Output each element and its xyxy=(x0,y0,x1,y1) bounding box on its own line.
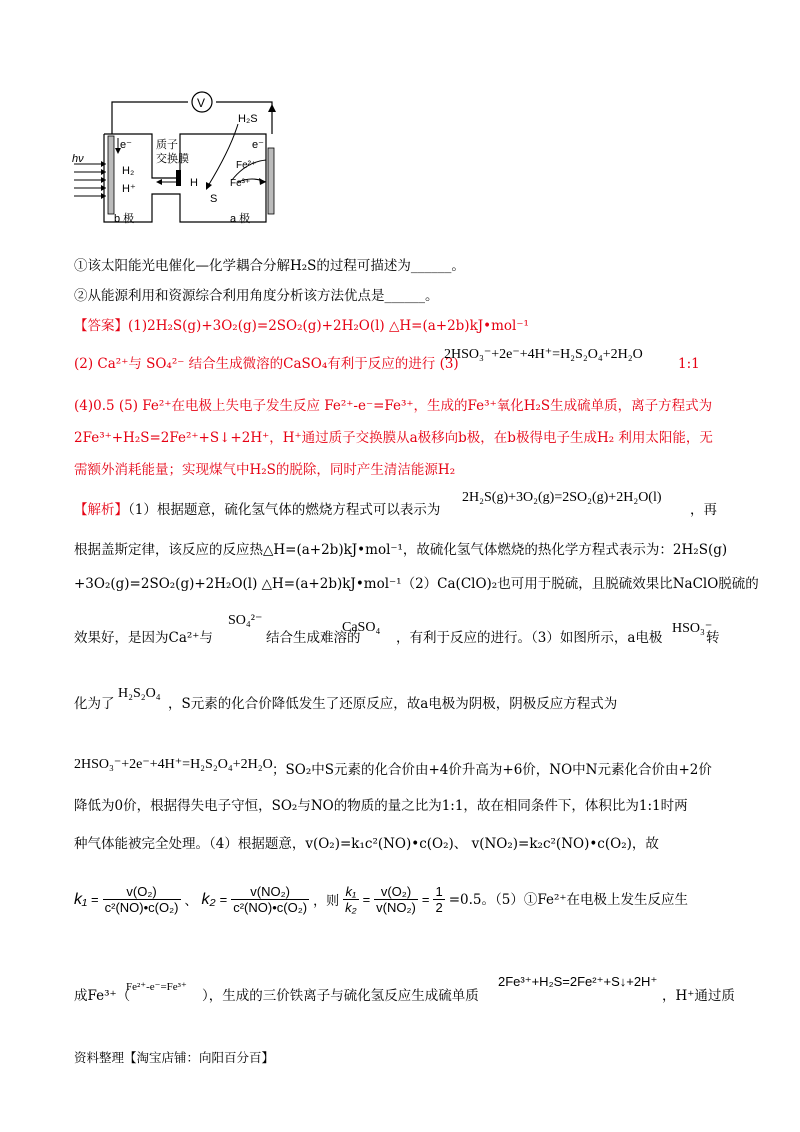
half-fraction: $\frac{1}{2}$ xyxy=(435,884,443,915)
answer-2-equation: 2HSO₃⁻+2e⁻+4H⁺=H₂S₂O₄+2H₂O xyxy=(444,347,643,362)
analysis-line-9: k₁ = $\frac{\text{v(O₂)}}{\text{c²(NO)•c(O₂)}}$ 、 k₂ = $\frac{\text{v(NO₂)}}{\text{c²(NO)•c(O₂)}}$ ，则 $\frac{\text{k₁}}{\text{k₂}}$ = $\frac{\text{v(O₂)}}{\text{v(NO₂)}}$ = $\frac{1}{2}$ =0.5。（5）①Fe²⁺在电极上发生反应生 xyxy=(74,884,688,915)
hplus-label: H⁺ xyxy=(122,183,136,195)
analysis-5-a: 化为了 xyxy=(74,696,115,712)
proton-membrane xyxy=(176,170,181,186)
analysis-4-b: 结合生成难溶的 xyxy=(266,630,361,646)
a-electrode-label: a 极 xyxy=(230,213,251,225)
footer-text: 资料整理【淘宝店铺：向阳百分百】 xyxy=(74,1050,275,1065)
v-ratio-fraction: $\frac{\text{v(O₂)}}{\text{v(NO₂)}}$ xyxy=(376,884,416,915)
then-text: ，则 xyxy=(313,894,340,909)
analysis-tag: 【解析】 xyxy=(74,502,128,518)
k1-fraction: $\frac{\text{v(O₂)}}{\text{c²(NO)•c(O₂)}}$ xyxy=(104,884,179,915)
k2-fraction: $\frac{\text{v(NO₂)}}{\text{c²(NO)•c(O₂)}}$ xyxy=(233,884,308,915)
answer-line-3: (4)0.5 (5) Fe²⁺在电极上失电子发生反应 Fe²⁺-e⁻=Fe³⁺，生成的Fe³⁺氧化H₂S生成硫单质，离子方程式为 xyxy=(74,398,713,414)
analysis-10-equation-2: 2Fe³⁺+H₂S=2Fe²⁺+S↓+2H⁺ xyxy=(498,974,658,989)
question-1: ①该太阳能光电催化—化学耦合分解H₂S的过程可描述为______。 xyxy=(74,258,465,274)
analysis-4-hso3: HSO₃⁻ xyxy=(672,621,713,636)
fe3-label: Fe³⁺ xyxy=(230,178,251,189)
electron-left-label: e⁻ xyxy=(120,139,132,151)
analysis-4-c: ，有利于反应的进行。（3）如图所示，a电极 xyxy=(396,630,663,646)
photon-label: hν xyxy=(72,153,84,165)
analysis-line-8: 种气体能被完全处理。（4）根据题意，v(O₂)=k₁c²(NO)•c(O₂)、 v(NO₂)=k₂c²(NO)•c(O₂)，故 xyxy=(74,836,659,852)
answer-line-1 xyxy=(74,316,529,336)
b-electrode xyxy=(108,136,114,214)
analysis-line-2: 根据盖斯定律，该反应的反应热△H=(a+2b)kJ•mol⁻¹，故硫化氢气体燃烧的热化学方程式表示为：2H₂S(g) xyxy=(74,542,728,558)
s-label: S xyxy=(210,193,218,205)
k1-symbol: k₁ xyxy=(74,890,88,908)
answer-1-text: (1)2H₂S(g)+3O₂(g)=2SO₂(g)+2H₂O(l) △H=(a+2b)kJ•mol⁻¹ xyxy=(128,318,529,334)
analysis-line-7: 降低为0价，根据得失电子守恒，SO₂与NO的物质的量之比为1:1，故在相同条件下，体积比为1:1时两 xyxy=(74,798,688,814)
k2-symbol: k₂ xyxy=(201,890,216,908)
answer-line-5: 需额外消耗能量；实现煤气中H₂S的脱除，同时产生清洁能源H₂ xyxy=(74,462,456,478)
answer-line-2 xyxy=(74,354,459,374)
h2-label: H₂ xyxy=(122,165,135,177)
analysis-4-a: 效果好，是因为Ca²⁺与 xyxy=(74,630,213,646)
a-electrode xyxy=(268,148,274,214)
analysis-6-b: ；SO₂中S元素的化合价由+4价升高为+6价，NO中N元素化合价由+2价 xyxy=(272,762,712,778)
analysis-4-d: 转 xyxy=(706,630,720,646)
analysis-10-b: ），生成的三价铁离子与硫化氢反应生成硫单质 xyxy=(202,988,479,1004)
analysis-10-a: 成Fe³⁺（ xyxy=(74,988,131,1004)
electron-right-label: e⁻ xyxy=(252,139,264,151)
membrane-label-1: 质子 xyxy=(156,139,178,151)
answer-line-4: 2Fe³⁺+H₂S=2Fe²⁺+S↓+2H⁺，H⁺通过质子交换膜从a极移向b极，在b极得电子生成H₂ 利用太阳能，无 xyxy=(74,430,713,446)
analysis-1-text: （1）根据题意，硫化氢气体的燃烧方程式可以表示为 xyxy=(128,502,441,518)
analysis-4-caso4: CaSO₄ xyxy=(342,620,381,635)
analysis-6-equation: 2HSO₃⁻+2e⁻+4H⁺=H₂S₂O₄+2H₂O xyxy=(74,757,273,772)
question-2: ②从能源利用和资源综合利用角度分析该方法优点是______。 xyxy=(74,288,439,304)
b-electrode-label: b 极 xyxy=(114,213,135,225)
analysis-5-b: ，S元素的化合价降低发生了还原反应，故a电极为阴极，阴极反应方程式为 xyxy=(168,696,618,712)
h-mid-label: H xyxy=(190,177,198,189)
analysis-1-end: ，再 xyxy=(690,502,717,518)
analysis-line-1 xyxy=(74,500,440,520)
analysis-5-h2s2o4: H₂S₂O₄ xyxy=(118,686,161,701)
separator: 、 xyxy=(184,893,198,908)
k-ratio-fraction: $\frac{\text{k₁}}{\text{k₂}}$ xyxy=(345,884,357,915)
fe2-label: Fe²⁺ xyxy=(236,160,257,171)
voltmeter-label: V xyxy=(197,96,206,110)
answer-2-ratio: 1:1 xyxy=(678,356,700,372)
analysis-10-equation: Fe²⁺-e⁻=Fe³⁺ xyxy=(126,981,187,993)
electrolysis-diagram xyxy=(70,90,290,230)
membrane-label-2: 交换膜 xyxy=(156,153,189,165)
analysis-9-end: =0.5。（5）①Fe²⁺在电极上发生反应生 xyxy=(448,891,688,908)
analysis-1-equation: 2H₂S(g)+3O₂(g)=2SO₂(g)+2H₂O(l) xyxy=(462,490,662,505)
answer-2-text: (2) Ca²⁺与 SO₄²⁻ 结合生成微溶的CaSO₄有利于反应的进行 (3) xyxy=(74,356,459,372)
analysis-10-c: ，H⁺通过质 xyxy=(662,988,735,1004)
analysis-4-so4: SO₄²⁻ xyxy=(228,613,263,628)
h2s-label: H₂S xyxy=(238,113,258,125)
answer-tag: 【答案】 xyxy=(74,318,128,334)
analysis-line-3: +3O₂(g)=2SO₂(g)+2H₂O(l) △H=(a+2b)kJ•mol⁻¹（2）Ca(ClO)₂也可用于脱硫，且脱硫效果比NaClO脱硫的 xyxy=(74,576,759,592)
